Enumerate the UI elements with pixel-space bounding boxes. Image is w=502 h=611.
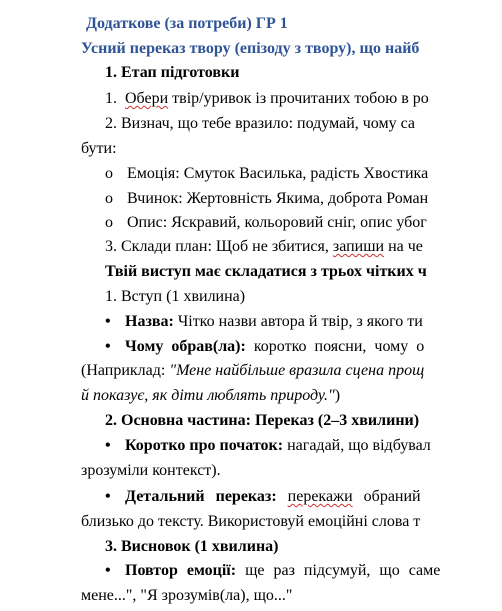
sub-item-text: Емоція: Смуток Василька, радість Хвостика xyxy=(127,165,429,182)
bullet-icon: • xyxy=(105,488,111,505)
step1-item-2-continued: бути: xyxy=(81,140,117,157)
sub-item-text: Вчинок: Жертовність Якима, доброта Роман xyxy=(127,190,429,207)
example-quote: й показує, як діти люблять природу." xyxy=(81,387,335,404)
document-subtitle: Усний переказ твору (епізоду з твору), що найб xyxy=(81,40,420,57)
step1-item-3 xyxy=(105,237,502,259)
bullet-label: Коротко про початок: xyxy=(125,437,284,454)
example-quote: "Мене найбільше вразила сцена прощ xyxy=(169,362,425,379)
main-bullet-detail-continued: близько до тексту. Використовуй емоційні слова т xyxy=(81,513,421,530)
step1-item-2: 2. Визнач, що тебе вразило: подумай, чому са xyxy=(105,115,416,132)
intro-example xyxy=(81,361,502,383)
document-title: Додаткове (за потреби) ГР 1 xyxy=(86,15,288,32)
bullet-label: Чому обрав(ла): xyxy=(125,338,246,355)
item-number: 1. xyxy=(105,90,117,107)
conclusion-bullet-emotion xyxy=(105,561,502,583)
bullet-text: Чітко назви автора й твір, з якого ти xyxy=(177,313,423,330)
main-bullet-start xyxy=(105,436,502,458)
bullet-label: Детальний переказ: xyxy=(125,488,277,505)
structure-heading: Твій виступ має складатися з трьох чітких ч xyxy=(105,263,427,280)
conclusion-heading: 3. Висновок (1 хвилина) xyxy=(105,538,279,555)
bullet-icon: • xyxy=(105,338,111,355)
bullet-text: ще раз підсумуй, що саме xyxy=(245,562,441,579)
sub-item-description xyxy=(105,213,502,235)
intro-bullet-name xyxy=(105,312,502,334)
main-heading: 2. Основна частина: Переказ (2–3 хвилини) xyxy=(105,412,420,429)
sub-item-text: Опис: Яскравий, кольоровий сніг, опис убог xyxy=(127,214,427,231)
intro-example-continued xyxy=(81,386,502,408)
item-text: твір/уривок із прочитаних тобою в ро xyxy=(172,90,429,107)
item-text: на че xyxy=(388,238,423,255)
sub-item-deed xyxy=(105,189,502,211)
bullet-icon: • xyxy=(105,562,111,579)
main-bullet-detail xyxy=(105,487,502,509)
example-prefix: (Наприклад: xyxy=(81,362,170,379)
hollow-bullet-icon: o xyxy=(105,165,113,182)
spellcheck-word: Обери xyxy=(125,90,169,107)
bullet-icon: • xyxy=(105,313,111,330)
intro-heading: 1. Вступ (1 хвилина) xyxy=(105,288,246,305)
step1-item-1 xyxy=(105,89,502,111)
bullet-text: коротко поясни, чому о xyxy=(253,338,425,355)
conclusion-bullet-emotion-continued: мене...", "Я зрозумів(ла), що..." xyxy=(81,587,293,604)
bullet-label: Назва: xyxy=(125,313,174,330)
step1-heading: 1. Етап підготовки xyxy=(105,64,240,81)
spellcheck-word: запиши xyxy=(332,238,385,255)
example-close: ) xyxy=(334,387,341,404)
item-text: 3. Склади план: Щоб не збитися, xyxy=(105,238,329,255)
bullet-icon: • xyxy=(105,437,111,454)
bullet-text: обраний xyxy=(363,488,421,505)
sub-item-emotion xyxy=(105,164,502,186)
hollow-bullet-icon: o xyxy=(105,190,113,207)
hollow-bullet-icon: o xyxy=(105,214,113,231)
bullet-label: Повтор емоції: xyxy=(125,562,237,579)
main-bullet-start-continued: зрозуміли контекст). xyxy=(81,462,221,479)
intro-bullet-why xyxy=(105,337,502,359)
spellcheck-word: перекажи xyxy=(287,488,353,505)
bullet-text: нагадай, що відбувал xyxy=(287,437,431,454)
